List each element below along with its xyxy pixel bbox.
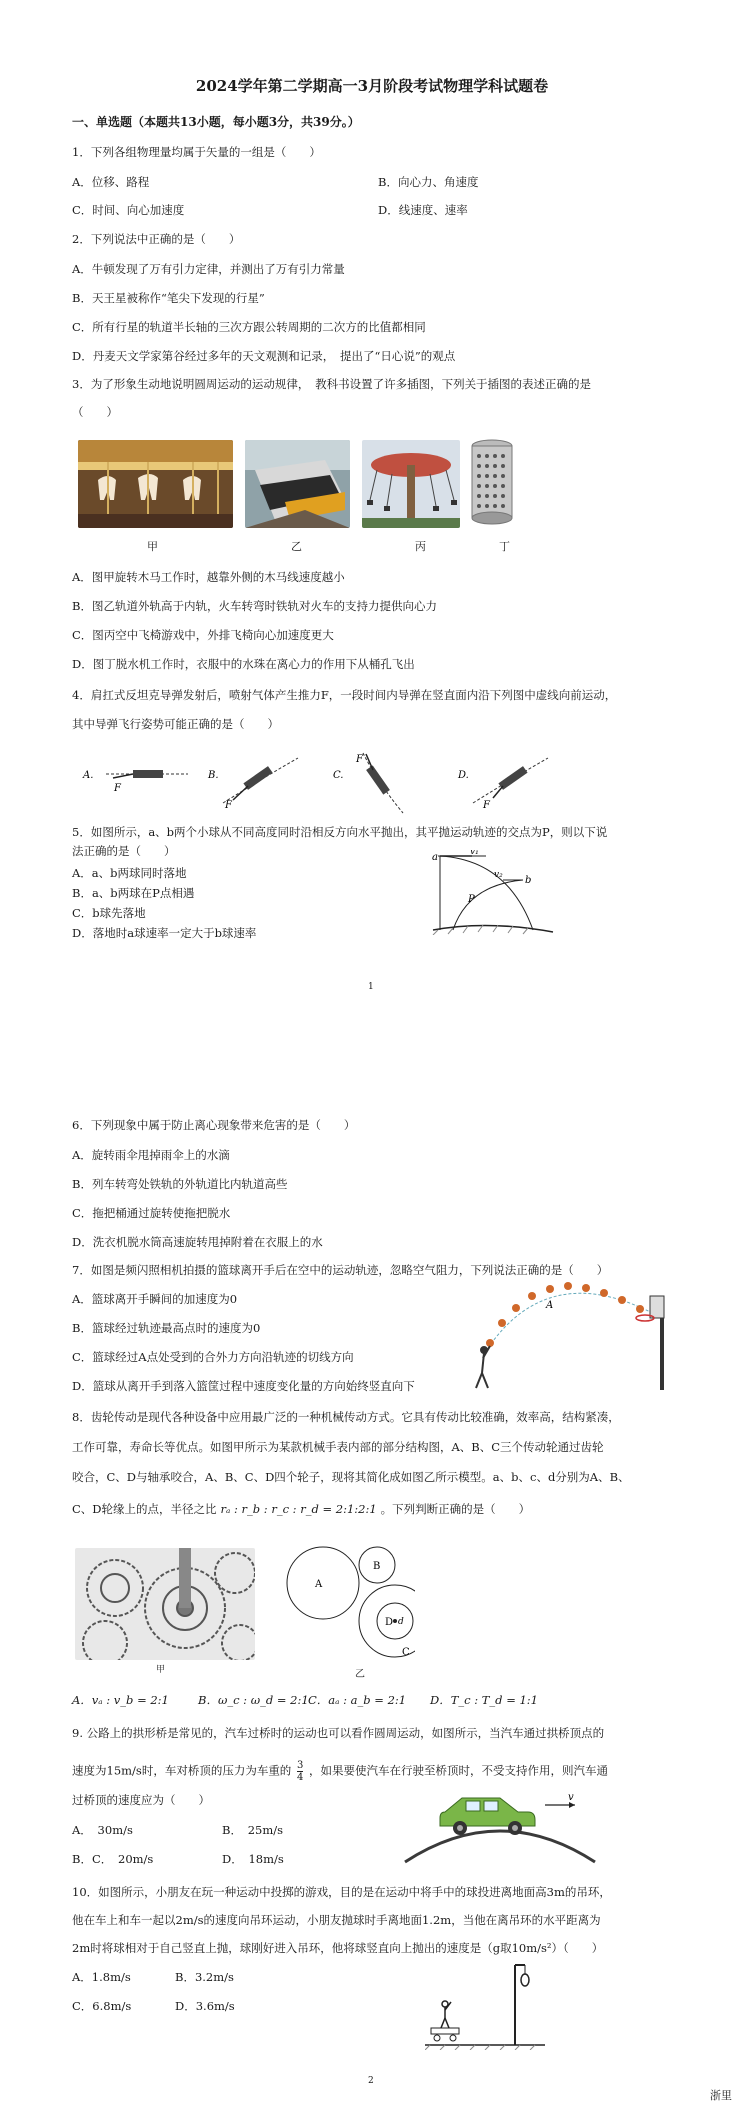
q1-option-b[interactable]: B．向心力、角速度 [378, 175, 479, 189]
q2-stem: 2．下列说法中正确的是（ ） [72, 232, 241, 246]
q3-option-b[interactable]: B．图乙轨道外轨高于内轨，火车转弯时铁轨对火车的支持力提供向心力 [72, 599, 437, 613]
q9-stem-1: 9. 公路上的拱形桥是常见的，汽车过桥时的运动也可以看作圆周运动，如图所示，当汽车通过拱桥顶点的 [72, 1726, 605, 1740]
q9-option-d[interactable]: D． 18m/s [222, 1852, 284, 1866]
force-c: F [356, 754, 363, 765]
caption-yi: 乙 [291, 540, 302, 553]
q10-stem-1: 10．如图所示，小朋友在玩一种运动中投掷的游戏，目的是在运动中将手中的球投进离地面高3m的吊环， [72, 1885, 611, 1899]
page-number-1: 1 [368, 982, 374, 992]
q8-option-b[interactable]: B．ω_c : ω_d = 2:1 [198, 1693, 309, 1707]
q9-frac-den: 4 [296, 1772, 304, 1783]
q8-stem-4a: C、D轮缘上的点，半径之比 [72, 1502, 217, 1516]
caption-bing: 丙 [415, 540, 426, 553]
q2-option-a[interactable]: A．牛顿发现了万有引力定律，并测出了万有引力常量 [72, 262, 345, 276]
missile-diagrams [78, 748, 578, 818]
q3-option-c[interactable]: C．图丙空中飞椅游戏中，外排飞椅向心加速度更大 [72, 628, 334, 642]
section-heading: 一、单选题（本题共13小题，每小题3分，共39分。） [72, 115, 360, 129]
q3-option-d[interactable]: D．图丁脱水机工作时，衣服中的水珠在离心力的作用下从桶孔飞出 [72, 657, 415, 671]
ring-toss-diagram [425, 1960, 545, 2050]
q4-stem-1: 4．肩扛式反坦克导弹发射后，喷射气体产生推力F，一段时间内导弹在竖直面内沿下列图中虚线向前运动， [72, 688, 617, 702]
force-a: F [114, 783, 121, 794]
basketball-diagram [470, 1278, 670, 1390]
q2-option-c[interactable]: C．所有行星的轨道半长轴的三次方跟公转周期的二次方的比值都相同 [72, 320, 426, 334]
q10-stem-2: 他在车上和车一起以2m/s的速度向吊环运动，小朋友抛球时手离地面1.2m，当他在离吊环的水平距离为 [72, 1913, 601, 1927]
q7-stem: 7．如图是频闪照相机拍摄的篮球离开手后在空中的运动轨迹，忽略空气阻力，下列说法正确的是（ ） [72, 1263, 609, 1277]
q9-stem-2 [72, 1760, 608, 1783]
label-p: P [468, 894, 475, 905]
page-number-2: 2 [368, 2076, 374, 2086]
q8-stem-2: 工作可靠，寿命长等优点。如图甲所示为某款机械手表内部的部分结构图，A、B、C三个传动轮通过齿轮 [72, 1440, 604, 1454]
q8-option-c[interactable]: C．aₐ : a_b = 2:1 [308, 1693, 407, 1707]
q9-option-b[interactable]: B． 25m/s [222, 1823, 284, 1837]
q8-option-d[interactable]: D．T_c : T_d = 1:1 [430, 1693, 539, 1707]
q8-stem-4 [72, 1502, 530, 1517]
q5-option-b[interactable]: B．a、b两球在P点相遇 [72, 886, 195, 900]
q3-option-a[interactable]: A．图甲旋转木马工作时，越靠外侧的木马线速度越小 [72, 570, 345, 584]
q9-option-c[interactable]: B．C． 20m/s [72, 1852, 154, 1866]
q1-option-d[interactable]: D．线速度、速率 [378, 203, 468, 217]
label-v2: v₂ [494, 870, 503, 880]
caption-ding: 丁 [499, 540, 510, 553]
q3-stem-1: 3．为了形象生动地说明圆周运动的运动规律， 教科书设置了许多插图，下列关于插图的表述正确的是 [72, 377, 592, 391]
gear-model-diagram [285, 1545, 415, 1670]
q9-stem-3: 过桥顶的速度应为（ ） [72, 1793, 210, 1807]
q3-stem-2: （ ） [72, 405, 118, 419]
q8-stem-1: 8．齿轮传动是现代各种设备中应用最广泛的一种机械传动方式。它具有传动比较准确，效率高，结构紧凑， [72, 1410, 620, 1424]
corner-watermark: 浙里 [710, 2089, 732, 2102]
q7-option-a[interactable]: A．篮球离开手瞬间的加速度为0 [72, 1292, 238, 1306]
wheel-d: D [385, 1617, 394, 1628]
caption-yi-8: 乙 [355, 1669, 365, 1680]
q9-frac-num: 3 [296, 1760, 304, 1771]
q8-option-a[interactable]: A．vₐ : v_b = 2:1 [72, 1693, 169, 1707]
missile-option-d[interactable] [457, 758, 548, 811]
q4-stem-2: 其中导弹飞行姿势可能正确的是（ ） [72, 717, 279, 731]
q5-option-c[interactable]: C．b球先落地 [72, 906, 146, 920]
q1-option-a[interactable]: A．位移、路程 [72, 175, 150, 189]
q1-option-c[interactable]: C．时间、向心加速度 [72, 203, 185, 217]
q8-stem-3: 咬合，C、D与轴承咬合，A、B、C、D四个轮子，现将其简化成如图乙所示模型。a、b、c、d分别为A、B、 [72, 1470, 630, 1484]
q6-stem: 6．下列现象中属于防止离心现象带来危害的是（ ） [72, 1118, 356, 1132]
flying-chairs-image [362, 440, 460, 528]
label-a: a [432, 852, 438, 863]
wheel-b: B [373, 1561, 381, 1572]
velocity-label: v [568, 1792, 574, 1803]
force-d: F [483, 800, 490, 811]
q5-option-a[interactable]: A．a、b两球同时落地 [72, 866, 187, 880]
label-c: C. [333, 770, 344, 781]
label-b: b [525, 875, 532, 886]
train-image [245, 440, 350, 528]
q9-stem-2a: 速度为15m/s时，车对桥顶的压力为车重的 [72, 1763, 292, 1778]
q9-fraction [297, 1760, 303, 1783]
wheel-c: C [402, 1647, 410, 1658]
q5-stem-2: 法正确的是（ ） [72, 844, 176, 858]
q8-ratio: rₐ : r_b : r_c : r_d = 2:1:2:1 [220, 1502, 377, 1516]
q8-stem-4b: 。下列判断正确的是（ ） [380, 1502, 531, 1516]
q6-option-d[interactable]: D．洗衣机脱水筒高速旋转甩掉附着在衣服上的水 [72, 1235, 323, 1249]
point-a: A [546, 1300, 554, 1311]
q7-option-c[interactable]: C．篮球经过A点处受到的合外力方向沿轨迹的切线方向 [72, 1350, 354, 1364]
q7-option-b[interactable]: B．篮球经过轨迹最高点时的速度为0 [72, 1321, 261, 1335]
q1-stem: 1．下列各组物理量均属于矢量的一组是（ ） [72, 145, 321, 159]
page-title: 2024学年第二学期高一3月阶段考试物理学科试题卷 [195, 77, 549, 95]
label-d: D. [458, 770, 469, 781]
watch-gears-image [75, 1548, 255, 1660]
spin-dryer-image [465, 436, 520, 528]
caption-jia: 甲 [147, 540, 158, 553]
q5-stem-1: 5．如图所示，a、b两个小球从不同高度同时沿相反方向水平抛出，其平抛运动轨迹的交点为P，则以下说 [72, 825, 608, 839]
q2-option-d[interactable]: D．丹麦天文学家第谷经过多年的天文观测和记录， 提出了“日心说”的观点 [72, 349, 456, 363]
q2-option-b[interactable]: B．天王星被称作“笔尖下发现的行星” [72, 291, 265, 305]
wheel-a: A [315, 1579, 323, 1590]
caption-jia-8: 甲 [156, 1665, 166, 1675]
q10-option-b[interactable]: B．3.2m/s [175, 1970, 234, 1984]
point-d: d [398, 1617, 404, 1627]
missile-option-c[interactable] [333, 753, 403, 813]
q10-option-c[interactable]: C．6.8m/s [72, 1999, 132, 2013]
label-b: B. [208, 770, 219, 781]
label-v1: v₁ [470, 850, 479, 857]
q10-option-d[interactable]: D．3.6m/s [175, 1999, 235, 2013]
q6-option-c[interactable]: C．拖把桶通过旋转使拖把脱水 [72, 1206, 231, 1220]
arch-bridge-diagram [400, 1790, 600, 1865]
q7-option-d[interactable]: D．篮球从离开手到落入篮筐过程中速度变化量的方向始终竖直向下 [72, 1379, 415, 1393]
label-a: A. [83, 770, 94, 781]
q10-stem-3: 2m时将球相对于自己竖直上抛，球刚好进入吊环，他将球竖直向上抛出的速度是（g取10m/s²）（ ） [72, 1941, 604, 1955]
q10-option-a[interactable]: A．1.8m/s [72, 1970, 131, 1984]
force-b: F [225, 800, 232, 811]
q9-option-a[interactable]: A． 30m/s [72, 1823, 133, 1837]
q5-option-d[interactable]: D．落地时a球速率一定大于b球速率 [72, 926, 257, 940]
carousel-image [78, 440, 233, 528]
q9-stem-2b: ，如果要使汽车在行驶至桥顶时，不受支持作用，则汽车通 [309, 1763, 608, 1778]
projectile-diagram [428, 850, 558, 935]
missile-option-b[interactable] [207, 758, 298, 811]
q6-option-a[interactable]: A．旋转雨伞甩掉雨伞上的水滴 [72, 1148, 230, 1162]
q6-option-b[interactable]: B．列车转弯处铁轨的外轨道比内轨道高些 [72, 1177, 288, 1191]
missile-option-a[interactable] [82, 770, 188, 794]
